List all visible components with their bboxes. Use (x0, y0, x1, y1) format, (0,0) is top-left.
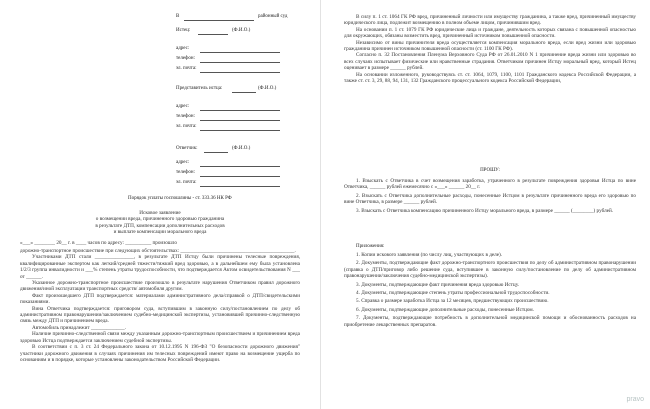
body-paragraph: Независимо от вины причинителя вреда осуществляется компенсация морального вреда, если вред жизни или здоровью гражданина причинен источником повышенной опасности (ст. 1100 ГК РФ). (344, 39, 636, 53)
incident-date-line: «___» ________ 20__ г. в ____ часов по адресу: __________ произошло (20, 240, 177, 246)
defendant-email-label: эл. почта: (176, 180, 197, 185)
body-paragraph: Факт произошедшего ДТП подтверждается: материалами административного дела/справкой о ДТП/свидетельскими показаниями. (20, 292, 300, 306)
watermark-logo: pravo (626, 396, 644, 403)
state-duty-note: Порядок уплаты госпошлины - ст. 333.36 НК РФ (128, 196, 232, 201)
plaintiff-email-label: эл. почта: (176, 66, 197, 71)
title-line: в результате ДТП, компенсации дополнительных расходов (95, 222, 225, 229)
plaintiff-label: Истец: (176, 28, 191, 33)
representative-label: Представитель истца: (176, 86, 223, 91)
body-paragraph: В соответствии с п. 3 ст. 24 Федерального закона от 10.12.1995 N 196-ФЗ "О безопасности дорожного движения" участники дорожного движения в случаях причинения им телесных повреждений имеют право на возмещение ущерба по основаниям и в порядке, которые установлены законодательством Российской Федерации. (20, 344, 300, 363)
legal-basis (344, 14, 636, 84)
court-prefix: В (176, 14, 180, 19)
right-page (330, 0, 650, 409)
body-paragraph: Наличие причинно-следственной связи между указанным дорожно-транспортным происшествием и причинением вреда здоровью Истца подтверждается заключением судебной экспертизы. (20, 331, 300, 344)
body-paragraph: Указанное дорожно-транспортное происшествие произошло в результате нарушения Ответчиком правил дорожного движения/иной эксплуатации транспортных средств/ автомобиля другим. (20, 280, 300, 293)
defendant-phone-label: телефон: (176, 170, 195, 175)
plaintiff-phone-label: телефон: (176, 56, 195, 61)
representative-email-label: эл. почта: (176, 124, 197, 129)
defendant-fio: (Ф.И.О.) (232, 146, 251, 151)
body-paragraph: Вина Ответчика подтверждается: приговором суда, вступившим в законную силу/постановлением по делу об административном правонарушении/заключением судебно-медицинской экспертизы, установившей причинно-следственную связь между ДТП и причинением вреда. (20, 305, 300, 325)
plaintiff-address-label: адрес: (176, 46, 190, 51)
title-line: Исковое заявление (139, 210, 181, 216)
document-title (20, 210, 300, 236)
attachments-title: Приложения: (356, 244, 385, 249)
body-paragraph: На основании изложенного, руководствуясь ст. ст. 1064, 1079, 1100, 1101 Гражданского кодекса Российской Федерации, а также ст. ст. 3, 29, 88, 94, 131, 132 Гражданского процессуального кодекса Российской Федерации, (344, 71, 636, 85)
request-item: 2. Взыскать с Ответчика дополнительные расходы, понесенные Истцом в результате причиненного вреда его здоровью по вине Ответчика, в размере ______ рублей. (344, 192, 636, 206)
plaintiff-fio: (Ф.И.О.) (232, 28, 251, 33)
request-item: 1. Взыскать с Ответчика в счет возмещения заработка, утраченного в результате повреждения здоровья Истца по вине Ответчика, ______ рублей ежемесячно с «___» ______ 20__ г. (344, 178, 636, 191)
title-line: о возмещении вреда, причиненного здоровью гражданина (95, 216, 225, 223)
court-line (184, 20, 254, 21)
attachment-item: 6. Документы, подтверждающие дополнительные расходы, понесенные Истцом. (356, 306, 535, 313)
attachment-item: 1. Копии искового заявления (по числу лиц, участвующих в деле). (356, 252, 503, 258)
representative-address-label: адрес: (176, 104, 190, 109)
request-item: 3. Взыскать с Ответчика компенсацию причиненного Истцу морального вреда, в размере ______ (________) рублей. (356, 207, 614, 214)
requests-list (344, 178, 636, 216)
body-paragraph: Автомобиль принадлежит _____________. (32, 324, 126, 331)
representative-fio: (Ф.И.О.) (258, 86, 277, 91)
attachments-list (344, 252, 636, 330)
body-paragraph: дорожно-транспортное происшествие при следующих обстоятельствах: ____________________________________________. (20, 248, 296, 254)
body-paragraph: Согласно п. 32 Постановления Пленума Верховного Суда РФ от 26.01.2010 N 1 причинение вреда жизни или здоровью во всех случаях испытывает физические или нравственные страдания. Ответчиком причинен Истцу моральный вред, который Истец оценивает в размере ______ рублей. (344, 52, 636, 72)
left-page (0, 0, 321, 409)
attachment-item: 3. Документы, подтверждающие факт причинения вреда здоровью Истцу. (356, 281, 520, 288)
attachment-item: 4. Документы, подтверждающие степень утраты профессиональной трудоспособности. (356, 290, 550, 297)
defendant-label: Ответчик: (176, 146, 198, 151)
attachment-item: 7. Документы, подтверждающие потребность в дополнительной медицинской помощи и обоснованность расходов на приобретение лекарственных препаратов. (344, 315, 636, 328)
claim-body (20, 248, 300, 363)
request-title: ПРОШУ: (480, 168, 500, 173)
attachment-item: 5. Справка о размере заработка Истца за 12 месяцев, предшествующих происшествию. (356, 298, 549, 305)
body-paragraph: Участниками ДТП стали _______________, в результате ДТП Истцу были причинены телесные повреждения, квалифицированные экспертом как легкий/средней тяжести/тяжкий вред здоровью, а в дальнейшем ему была установлена 1/2/3 группа инвалидности и ___% степень утраты трудоспособности, что подтверждается Актом освидетельствования N ___ от ______. (20, 254, 300, 280)
representative-phone-label: телефон: (176, 114, 195, 119)
defendant-address-label: адрес: (176, 160, 190, 165)
attachment-item: 2. Документы, подтверждающие факт дорожно-транспортного происшествия по делу об административном правонарушении (справка о ДТП/приговор либо решение суда, вступившее в законную силу/постановление по делу об административном правонарушении/заключения судебно-медицинской экспертизы). (344, 260, 636, 280)
body-paragraph: В силу п. 1 ст. 1064 ГК РФ вред, причиненный личности или имуществу гражданина, а также вред, причиненный имуществу юридического лица, подлежит возмещению в полном объеме лицом, причинившим вред. (344, 14, 636, 27)
body-paragraph: На основании п. 1 ст. 1079 ГК РФ юридические лица и граждане, деятельность которых связана с повышенной опасностью для окружающих, обязаны возместить вред, причиненный источником повышенной опасности. (344, 26, 636, 40)
court-suffix: районный суд (258, 14, 288, 19)
title-line: и выплате компенсации морального вреда (113, 229, 207, 236)
